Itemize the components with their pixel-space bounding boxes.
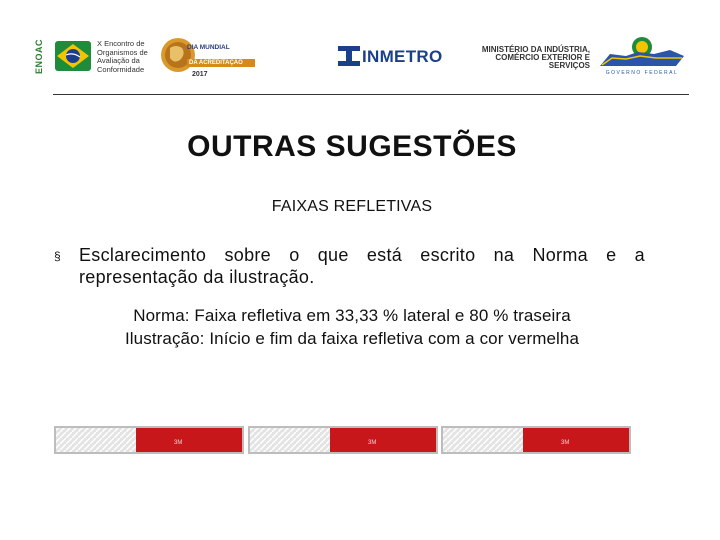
- globe-icon: [160, 34, 200, 76]
- reflective-strip: [54, 426, 244, 454]
- dia-year: 2017: [192, 71, 208, 78]
- strip-label: 3M: [174, 440, 183, 446]
- dia-mundial-label: DIA MUNDIAL: [187, 44, 230, 51]
- slide-subtitle: FAIXAS REFLETIVAS: [271, 198, 433, 215]
- dia-acreditacao-banner: DA ACREDITAÇÃO: [187, 59, 255, 67]
- note-norma: Norma: Faixa refletiva em 33,33 % lateral e 80 % traseira: [133, 306, 571, 325]
- note-ilustracao: Ilustração: Início e fim da faixa refletiva com a cor vermelha: [124, 329, 580, 348]
- ministerio-label: MINISTÉRIO DA INDÚSTRIA, COMÉRCIO EXTERIOR E SERVIÇOS: [481, 45, 590, 70]
- enoac-title: X Encontro de Organismos de Avaliação da Conformidade: [97, 39, 148, 74]
- strip-label: 3M: [368, 440, 377, 446]
- inmetro-wordmark: INMETRO: [362, 47, 443, 66]
- inmetro-logo-icon: [338, 43, 360, 69]
- slide-title: OUTRAS SUGESTÕES: [187, 130, 517, 163]
- brasil-governo-logo: [596, 34, 688, 76]
- strip-label: 3M: [561, 440, 570, 446]
- bullet-text: Esclarecimento sobre o que está escrito na Norma e a representação da ilustração.: [79, 245, 645, 287]
- bullet-icon: §: [54, 249, 61, 263]
- governo-federal-label: GOVERNO FEDERAL: [605, 70, 679, 76]
- enoac-vertical-label: ENOAC: [34, 38, 44, 74]
- reflective-strip: [248, 426, 438, 454]
- header-divider: [53, 94, 689, 95]
- header-logos: [0, 0, 720, 95]
- brazil-flag-icon: [53, 37, 93, 75]
- reflective-strip: [441, 426, 631, 454]
